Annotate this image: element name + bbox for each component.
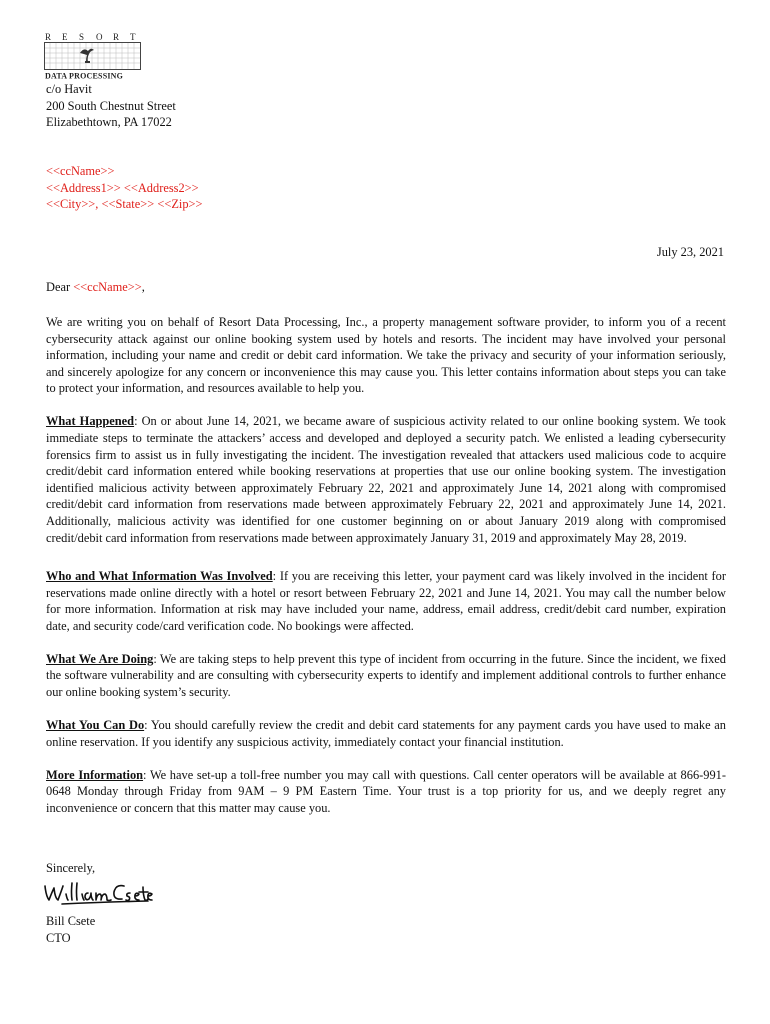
zip-field: <<Zip>> — [157, 197, 203, 212]
return-address-line: Elizabethtown, PA 17022 — [46, 115, 172, 130]
return-address-line: 200 South Chestnut Street — [46, 98, 176, 113]
more-info-heading: More Information — [46, 767, 144, 782]
what-you-can-do-text: : You should carefully review the credit and debit card statements for any payment cards you have used to make an online reservation. If you identify any suspicious activity, immediately contact your financial institution. — [46, 718, 726, 749]
city-field: <<City>> — [46, 197, 96, 212]
salutation — [46, 279, 145, 296]
return-address — [46, 81, 176, 131]
more-info-text: : We have set-up a toll-free number you may call with questions. Call center operators will be available at 866-991-0648 Monday through Friday from 9AM – 9 PM Eastern Time. Your trust is a top priority for us, and we deeply regret any inconvenience or concern that this matter may cause you. — [46, 767, 726, 815]
recipient-city-line: <<City>>, <<State>> <<Zip>> — [46, 197, 203, 212]
recipient-address — [46, 163, 203, 213]
what-doing-text: : We are taking steps to help prevent this type of incident from occurring in the future. Since the incident, we fixed the software vulnerability and are consulting with cybersecurity experts to identify and implement additional controls to further enhance our online booking system’s security. — [46, 651, 726, 700]
what-you-can-do-paragraph — [46, 717, 726, 750]
svg-text:RESORT: R E S O R T — [45, 32, 136, 42]
more-info-paragraph — [46, 767, 726, 817]
who-what-text: : If you are receiving this letter, your payment card was likely involved in the incident for reservations made online directly with a hotel or resort between February 22, 2021 and June 14, 2021. You may call the number below for more information. Information at risk may have included your name, address, email address, credit/debit card number, expiration date, and security code/card verification code. No bookings were affected. — [46, 569, 726, 633]
address2-field: <<Address2>> — [123, 180, 199, 195]
recipient-address-line — [46, 180, 203, 197]
svg-text:DATA PROCESSING: DATA PROCESSING — [45, 71, 124, 81]
recipient-name: <<ccName>> — [46, 164, 115, 178]
what-happened-text: : On or about June 14, 2021, we became aware of suspicious activity related to our online booking system. We took immediate steps to terminate the attackers’ access and developed and deployed a security patch. We enlisted a leading cybersecurity forensics firm to assist us in fully investigating the incident. The investigation revealed that attackers used malicious code to acquire credit/debit card information entered while booking reservations at properties that use our online booking system. The investigation identified malicious activity between approximately February 22, 2021 and approximately June 14, 2021 along with compromised credit/debit card information from reservations made between approximately February 22, 2021 and approximately June 14, 2021. Additionally, malicious activity was identified for one customer beginning on or about January 2019 along with compromised credit/debit card information from reservations made between approximately January 31, 2019 and approximately May 28, 2019. — [46, 414, 726, 545]
signer-title: CTO — [46, 930, 71, 945]
letter-body — [46, 314, 726, 833]
return-address-line: c/o Havit — [46, 82, 92, 96]
salutation-dear: Dear — [46, 280, 71, 294]
what-doing-heading: What We Are Doing — [46, 651, 154, 666]
who-what-paragraph — [46, 568, 726, 634]
who-what-heading: Who and What Information Was Involved — [46, 569, 273, 584]
signer-name: Bill Csete — [46, 914, 96, 928]
what-doing-paragraph — [46, 651, 726, 701]
what-happened-heading: What Happened — [46, 414, 135, 429]
resort-data-processing-logo — [44, 31, 142, 81]
letter-date: July 23, 2021 — [656, 245, 724, 259]
salutation-punct: , — [141, 280, 145, 294]
what-you-can-do-heading: What You Can Do — [46, 718, 145, 733]
state-field: <<State>> — [101, 197, 155, 212]
salutation-name: <<ccName>> — [73, 280, 142, 294]
address1-field: <<Address1>> — [46, 180, 121, 195]
closing: Sincerely, — [46, 861, 96, 875]
signer-block — [46, 913, 95, 946]
handwritten-signature — [42, 880, 154, 908]
intro-paragraph: We are writing you on behalf of Resort Data Processing, Inc., a property management software provider, to inform you of a recent cybersecurity attack against our online booking system used by hotels and resorts. The incident may have involved your personal information, including your name and credit or debit card information. We take the privacy and security of your information seriously, and sincerely apologize for any concern or inconvenience this may cause you. This letter contains information about steps you can take to protect your information, and resources available to help you. — [46, 315, 726, 396]
what-happened-paragraph — [46, 413, 726, 546]
